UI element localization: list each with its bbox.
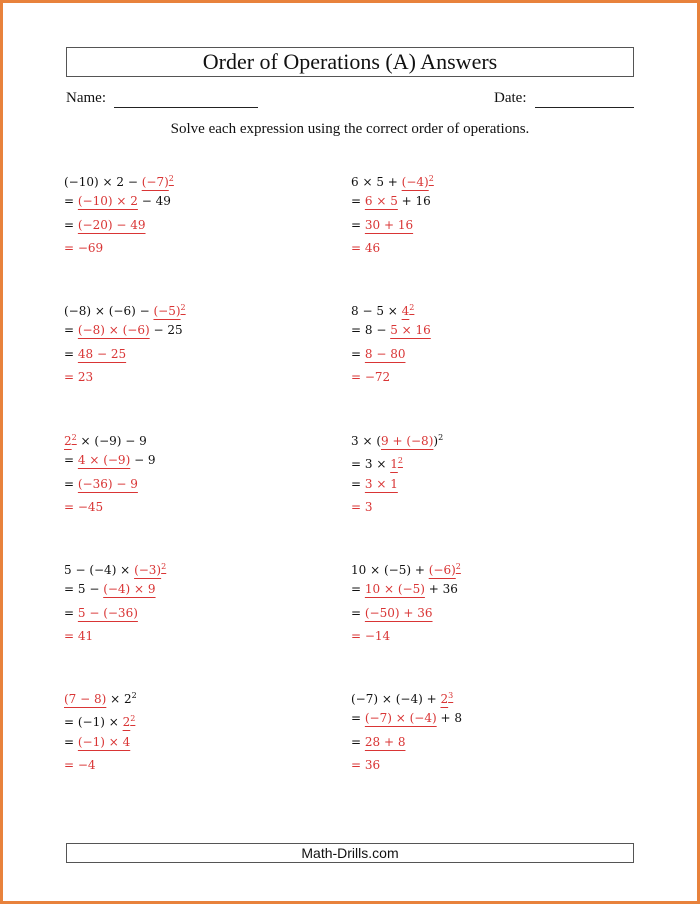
solution-step <box>64 343 186 366</box>
solution-step <box>64 237 174 260</box>
problem-3 <box>64 296 186 389</box>
expression-text: = <box>351 194 365 209</box>
problem-7 <box>64 555 166 648</box>
solution-step <box>64 707 137 730</box>
expression-text: (−7) × (−4) + <box>351 692 441 706</box>
problem-8 <box>351 555 461 648</box>
problem-expression <box>64 296 186 319</box>
solution-step <box>64 366 186 389</box>
problem-expression <box>351 167 434 190</box>
exponent: 2 <box>180 303 186 312</box>
highlighted-operation: (−4) <box>401 175 429 189</box>
exponent: 2 <box>428 174 434 183</box>
expression-text: = −72 <box>351 369 391 384</box>
expression-text: × (−9) − 9 <box>76 434 147 448</box>
problem-expression <box>351 296 431 319</box>
expression-text: + 16 <box>397 194 431 209</box>
highlighted-operation: (−20) − 49 <box>77 217 146 232</box>
expression-text: × 2 <box>106 692 132 706</box>
expression-text: 5 − (−4) × <box>64 563 135 577</box>
highlighted-operation: 2 <box>440 692 449 706</box>
highlighted-operation: (7 − 8) <box>64 692 107 706</box>
highlighted-operation: 1 <box>390 457 398 472</box>
exponent: 2 <box>455 562 461 571</box>
expression-text: = <box>351 217 365 232</box>
expression-text: = <box>64 194 78 209</box>
expression-text: ) <box>433 434 439 448</box>
problem-expression <box>64 426 156 449</box>
solution-step <box>64 214 174 237</box>
highlighted-operation: 48 − 25 <box>77 346 127 361</box>
solution-step <box>64 602 166 625</box>
expression-text: = (−1) × <box>64 715 123 730</box>
solution-step <box>64 625 166 648</box>
highlighted-operation: (−7) × (−4) <box>364 711 437 726</box>
exponent: 2 <box>409 303 415 312</box>
problem-10 <box>351 684 462 777</box>
solution-step <box>64 731 137 754</box>
expression-text: (−10) × 2 − <box>64 175 142 189</box>
expression-text: = <box>351 734 365 749</box>
highlighted-operation: (−3) <box>134 563 162 577</box>
highlighted-operation: 6 × 5 <box>364 194 398 209</box>
expression-text: = <box>64 346 78 361</box>
solution-step <box>64 449 156 472</box>
expression-text: = −45 <box>64 499 104 514</box>
expression-text: = 5 − <box>64 582 104 597</box>
expression-text: = <box>351 346 365 361</box>
expression-text: = 23 <box>64 369 94 384</box>
expression-text: 3 × ( <box>351 434 381 448</box>
expression-text: (−8) × (−6) − <box>64 304 154 318</box>
solution-step <box>351 343 431 366</box>
solution-step <box>351 214 434 237</box>
expression-text: = −14 <box>351 628 391 643</box>
exponent: 2 <box>168 174 174 183</box>
solution-step <box>351 366 431 389</box>
highlighted-operation: 4 × (−9) <box>77 453 131 468</box>
date-line <box>535 107 634 108</box>
solution-step <box>351 449 443 472</box>
problem-expression <box>64 555 166 578</box>
highlighted-operation: 5 − (−36) <box>77 605 138 620</box>
exponent: 3 <box>448 691 454 700</box>
instructions: Solve each expression using the correct order of operations. <box>170 121 530 137</box>
problem-9 <box>64 684 137 777</box>
exponent: 2 <box>71 433 77 442</box>
highlighted-operation: 30 + 16 <box>364 217 414 232</box>
highlighted-operation: (−4) × 9 <box>103 582 156 597</box>
problem-1 <box>64 167 174 260</box>
expression-text: = <box>351 476 365 491</box>
expression-text: = <box>64 476 78 491</box>
expression-text: = 41 <box>64 628 94 643</box>
expression-text: = 8 − <box>351 323 391 338</box>
highlighted-operation: (−1) × 4 <box>77 734 131 749</box>
expression-text: + 36 <box>424 582 458 597</box>
highlighted-operation: 28 + 8 <box>364 734 406 749</box>
highlighted-operation: 3 × 1 <box>364 476 398 491</box>
footer <box>66 843 634 863</box>
solution-step <box>64 754 137 777</box>
expression-text: + 8 <box>436 711 462 726</box>
problem-2 <box>351 167 434 260</box>
problem-expression <box>64 684 137 707</box>
expression-text: = 3 <box>351 499 373 514</box>
expression-text: = −4 <box>64 757 96 772</box>
name-line <box>114 107 258 108</box>
problem-expression <box>351 684 462 707</box>
highlighted-operation: (−8) × (−6) <box>77 323 150 338</box>
expression-text: = <box>64 323 78 338</box>
highlighted-operation: 8 − 80 <box>364 346 406 361</box>
expression-text: = <box>351 711 365 726</box>
expression-text: = <box>351 582 365 597</box>
expression-text: − 9 <box>130 453 156 468</box>
expression-text: = −69 <box>64 240 104 255</box>
expression-text: = <box>64 453 78 468</box>
expression-text: 10 × (−5) + <box>351 563 429 577</box>
solution-step <box>351 473 443 496</box>
highlighted-operation: 9 + (−8) <box>381 434 434 448</box>
solution-step <box>351 731 462 754</box>
footer-text: Math-Drills.com <box>301 845 399 861</box>
exponent: 2 <box>161 562 167 571</box>
problem-5 <box>64 426 156 519</box>
worksheet-title <box>66 47 634 77</box>
expression-text: 6 × 5 + <box>351 175 402 189</box>
highlighted-operation: (−50) + 36 <box>364 605 433 620</box>
date-label: Date: <box>494 90 527 106</box>
highlighted-operation: 2 <box>122 715 131 730</box>
solution-step <box>351 319 431 342</box>
name-label: Name: <box>66 90 106 106</box>
expression-text: = <box>351 605 365 620</box>
exponent: 2 <box>130 714 136 724</box>
expression-text: = <box>64 605 78 620</box>
expression-text: = 3 × <box>351 457 391 472</box>
highlighted-operation: 10 × (−5) <box>364 582 425 597</box>
solution-step <box>351 496 443 519</box>
solution-step <box>64 473 156 496</box>
problem-4 <box>351 296 431 389</box>
solution-step <box>351 754 462 777</box>
problem-expression <box>351 426 443 449</box>
solution-step <box>351 602 461 625</box>
solution-step <box>64 496 156 519</box>
expression-text: 8 − 5 × <box>351 304 402 318</box>
highlighted-operation: 4 <box>401 304 410 318</box>
expression-text: = <box>64 217 78 232</box>
expression-text: − 25 <box>149 323 183 338</box>
solution-step <box>351 237 434 260</box>
problem-expression <box>64 167 174 190</box>
highlighted-operation: (−10) × 2 <box>77 194 138 209</box>
expression-text: = <box>64 734 78 749</box>
highlighted-operation: (−7) <box>141 175 169 189</box>
exponent: 2 <box>438 433 444 442</box>
solution-step <box>64 578 166 601</box>
solution-step <box>351 190 434 213</box>
worksheet-title-text: Order of Operations (A) Answers <box>202 49 498 74</box>
highlighted-operation: (−5) <box>153 304 181 318</box>
problem-expression <box>351 555 461 578</box>
problem-6 <box>351 426 443 519</box>
exponent: 2 <box>131 691 137 700</box>
solution-step <box>351 707 462 730</box>
expression-text: = 46 <box>351 240 381 255</box>
expression-text: = 36 <box>351 757 381 772</box>
solution-step <box>64 319 186 342</box>
expression-text: − 49 <box>137 194 171 209</box>
exponent: 2 <box>397 456 403 466</box>
solution-step <box>351 578 461 601</box>
highlighted-operation: 5 × 16 <box>390 323 431 338</box>
solution-step <box>351 625 461 648</box>
highlighted-operation: 2 <box>64 434 72 448</box>
solution-step <box>64 190 174 213</box>
highlighted-operation: (−36) − 9 <box>77 476 138 491</box>
highlighted-operation: (−6) <box>428 563 456 577</box>
